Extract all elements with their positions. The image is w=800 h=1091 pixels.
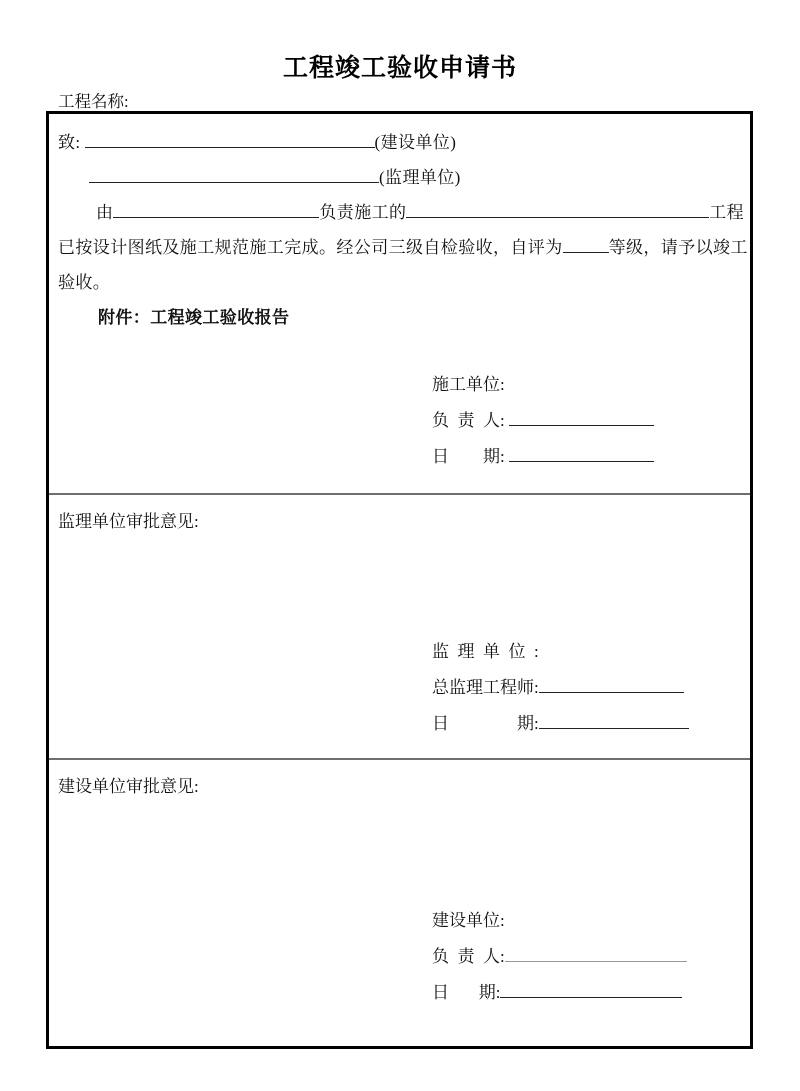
owner-date-row [432,978,687,1014]
supervision-signature-block [432,637,689,745]
supervision-unit-hint: (监理单位) [379,168,461,187]
supervision-review-heading: 监理单位审批意见: [58,512,199,531]
project-word: 工程 [709,203,744,222]
owner-signature-block [432,906,687,1014]
to-label: 致: [58,133,81,152]
owner-date-label: 日 期: [432,983,501,1002]
statement-line-1 [58,230,748,265]
grade-fill-line[interactable] [563,236,609,253]
owner-person-row [432,942,687,978]
form-box [46,111,753,1049]
chief-engineer-label: 总监理工程师: [432,678,539,697]
attachment-note: 附件：工程竣工验收报告 [98,308,290,327]
statement-after-grade: 等级，请予以竣工 [608,238,748,257]
contractor-date-row [432,442,654,478]
owner-person-fill-line[interactable] [505,945,687,962]
supervision-review-section [49,493,750,758]
contractor-name-fill-line[interactable] [113,201,319,218]
statement-before-grade: 已按设计图纸及施工规范施工完成。经公司三级自检验收，自评为 [58,238,563,257]
statement-line-2: 验收。 [58,273,111,292]
supervision-unit-label: 监 理 单 位 : [432,642,539,661]
supervision-date-label: 日 期: [432,714,539,733]
contractor-unit-row [432,370,654,406]
contractor-person-fill-line[interactable] [509,409,654,426]
contractor-unit-label: 施工单位: [432,375,505,394]
application-paragraph [49,114,750,335]
supervision-date-fill-line[interactable] [539,712,689,729]
chief-engineer-row [432,673,689,709]
contractor-signature-block [432,370,654,478]
construction-unit-hint: (建设单位) [374,133,457,152]
page-title: 工程竣工验收申请书 [282,54,517,82]
owner-person-label: 负 责 人: [432,947,505,966]
owner-unit-row [432,906,687,942]
chief-engineer-fill-line[interactable] [539,676,684,693]
supervision-unit-row [432,637,689,673]
responsible-for-label: 负责施工的 [319,203,407,222]
supervision-unit-fill-line[interactable] [89,166,379,183]
contractor-person-label: 负 责 人: [432,411,509,430]
contractor-project-line [58,195,744,230]
supervision-date-row [432,709,689,745]
project-name-label: 工程名称: [58,92,129,111]
by-label: 由 [96,203,114,222]
owner-review-section [49,758,750,1046]
contractor-date-fill-line[interactable] [509,445,654,462]
owner-date-fill-line[interactable] [500,981,682,998]
owner-review-heading: 建设单位审批意见: [58,777,199,796]
to-supervision-unit-line [58,160,744,195]
contractor-date-label: 日 期: [432,447,509,466]
contractor-person-row [432,406,654,442]
owner-unit-label: 建设单位: [432,911,505,930]
to-construction-unit-line [58,125,744,160]
project-title-fill-line[interactable] [406,201,709,218]
application-section [49,114,750,493]
construction-unit-fill-line[interactable] [85,131,375,148]
